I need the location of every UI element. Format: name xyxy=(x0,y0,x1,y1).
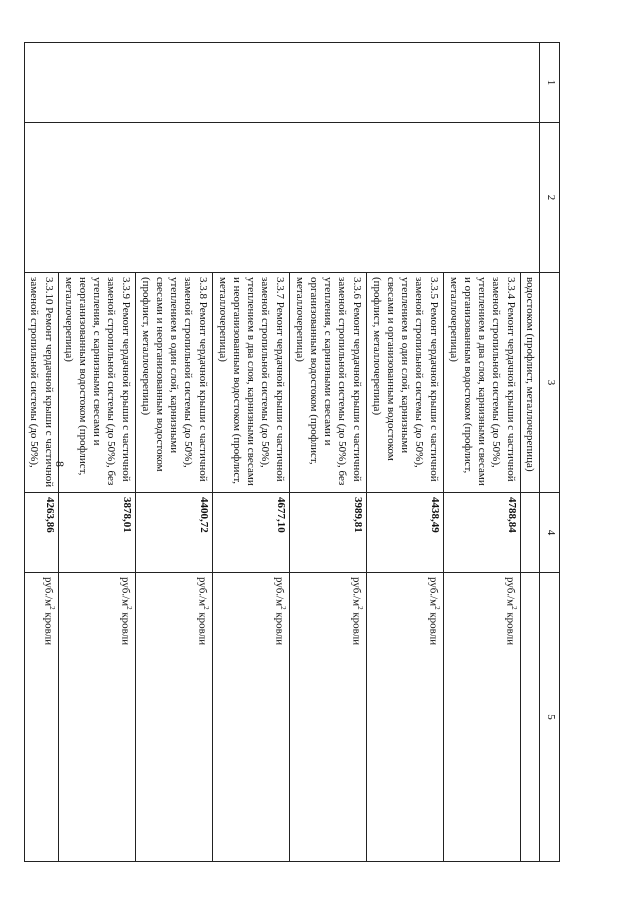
unit-power: 2 xyxy=(432,606,441,610)
rotated-page xyxy=(28,42,560,862)
row-unit xyxy=(366,573,443,862)
price-table xyxy=(24,42,560,862)
row-unit xyxy=(212,573,289,862)
unit-prefix: руб./м xyxy=(196,577,209,607)
unit-suffix: кровли xyxy=(273,609,286,646)
table-header-row xyxy=(540,43,560,862)
unit-power: 2 xyxy=(509,606,518,610)
row-description: 3.3.4 Ремонт чердачной крыши с частичной заменой стропильной системы (до 50%), утеплением в два слоя, карнизными свесами и организованным водостоком (профлист, металлочерепица) xyxy=(443,273,520,493)
row-description: 3.3.8 Ремонт чердачной крыши с частичной заменой стропильной системы (до 50%), утеплением в один слой, карнизными свесами и неорганизованным водостоком (профлист, металлочерепица) xyxy=(135,273,212,493)
table-row xyxy=(520,43,539,862)
page-number: 8 xyxy=(53,461,67,467)
unit-power: 2 xyxy=(47,606,56,610)
row-description: 3.3.6 Ремонт чердачной крыши с частичной заменой стропильной системы (до 50%), без утепления, с карнизными свесами и организованным водостоком (профлист, металлочерепица) xyxy=(289,273,366,493)
header-col-2: 2 xyxy=(540,123,560,273)
unit-prefix: руб./м xyxy=(119,577,132,607)
row-unit xyxy=(135,573,212,862)
cell-price-empty xyxy=(520,493,539,573)
row-price: 4438,49 xyxy=(366,493,443,573)
unit-prefix: руб./м xyxy=(427,577,440,607)
row-price: 4677,10 xyxy=(212,493,289,573)
unit-power: 2 xyxy=(124,606,133,610)
unit-suffix: кровли xyxy=(427,609,440,646)
continuation-text: водостоком (профлист, металлочерепица) xyxy=(520,273,539,493)
row-unit xyxy=(58,573,135,862)
unit-power: 2 xyxy=(201,606,210,610)
cell-col-2 xyxy=(25,123,540,273)
row-description: 3.3.5 Ремонт чердачной крыши с частичной заменой стропильной системы (до 50%), утеплением в один слой, карнизными свесами и организованным водостоком (профлист, металлочерепица) xyxy=(366,273,443,493)
unit-suffix: кровли xyxy=(196,609,209,646)
row-price: 4263,86 xyxy=(25,493,59,573)
row-description: 3.3.10 Ремонт чердачной крыши с частичной заменой стропильной системы (до 50%), xyxy=(25,273,59,493)
header-col-1: 1 xyxy=(540,43,560,123)
row-unit xyxy=(25,573,59,862)
row-description: 3.3.9 Ремонт чердачной крыши с частичной заменой стропильной системы (до 50%), без утепления, с карнизными свесами и неорганизованным водостоком (профлист, металлочерепица) xyxy=(58,273,135,493)
cell-unit-empty xyxy=(520,573,539,862)
unit-suffix: кровли xyxy=(504,609,517,646)
unit-power: 2 xyxy=(278,606,287,610)
unit-prefix: руб./м xyxy=(504,577,517,607)
row-price: 4788,84 xyxy=(443,493,520,573)
row-unit xyxy=(289,573,366,862)
row-description: 3.3.7 Ремонт чердачной крыши с частичной заменой стропильной системы (до 50%), утеплением в два слоя, карнизными свесами и неорганизованным водостоком (профлист, металлочерепица) xyxy=(212,273,289,493)
unit-prefix: руб./м xyxy=(273,577,286,607)
row-unit xyxy=(443,573,520,862)
unit-suffix: кровли xyxy=(350,609,363,646)
row-price: 3989,81 xyxy=(289,493,366,573)
cell-col-1 xyxy=(25,43,540,123)
row-price: 3878,01 xyxy=(58,493,135,573)
header-col-4: 4 xyxy=(540,493,560,573)
unit-prefix: руб./м xyxy=(350,577,363,607)
header-col-3: 3 xyxy=(540,273,560,493)
row-price: 4400,72 xyxy=(135,493,212,573)
unit-prefix: руб./м xyxy=(42,577,55,607)
header-col-5: 5 xyxy=(540,573,560,862)
unit-suffix: кровли xyxy=(119,609,132,646)
unit-power: 2 xyxy=(355,606,364,610)
unit-suffix: кровли xyxy=(42,609,55,646)
